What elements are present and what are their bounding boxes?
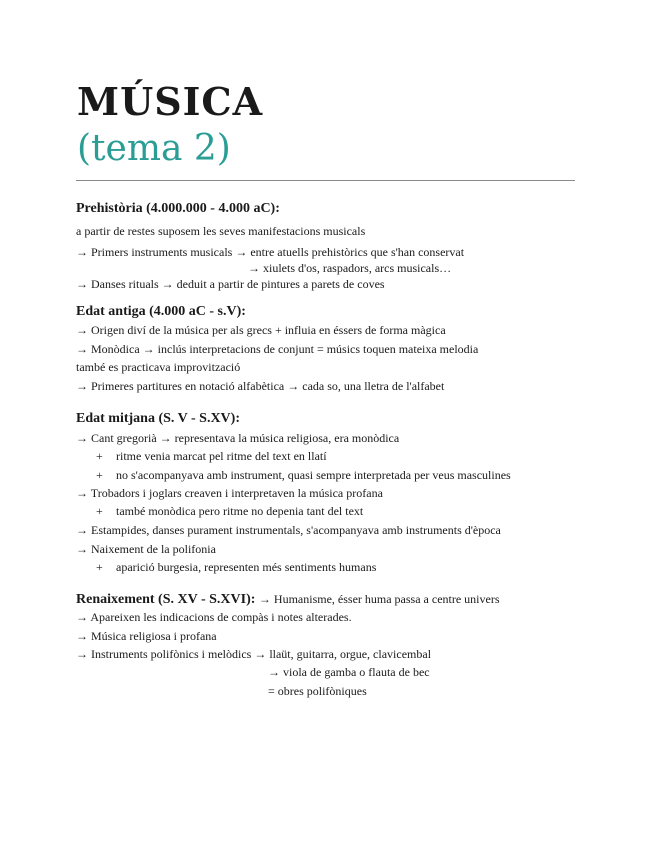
mitjana-line-1: → Cant gregorià → representava la música religiosa, era monòdica bbox=[76, 431, 400, 445]
page-title: MÚSICA bbox=[77, 79, 264, 124]
heading-renaixement bbox=[76, 590, 500, 609]
prehistoria-line-1: a partir de restes suposem les seves manifestacions musicals bbox=[76, 224, 366, 238]
heading-mitjana: Edat mitjana (S. V - S.XV): bbox=[76, 411, 240, 426]
antiga-line-4: → Primeres partitures en notació alfabètica → cada so, una lletra de l'alfabet bbox=[76, 379, 445, 393]
antiga-line-1: → Origen diví de la música per als grecs + influia en éssers de forma màgica bbox=[76, 323, 446, 337]
prehistoria-line-3: → xiulets d'os, raspadors, arcs musicals… bbox=[248, 261, 452, 275]
mitjana-line-6: → Estampides, danses purament instrumentals, s'acompanyava amb instruments d'època bbox=[76, 523, 501, 537]
renaixement-line-1: → Apareixen les indicacions de compàs i notes alterades. bbox=[76, 610, 352, 624]
renaixement-heading-rest: → Humanisme, ésser huma passa a centre univers bbox=[258, 592, 500, 606]
heading-antiga: Edat antiga (4.000 aC - s.V): bbox=[76, 304, 246, 319]
title-divider bbox=[76, 180, 575, 181]
page-subtitle: (tema 2) bbox=[77, 128, 231, 169]
heading-prehistoria: Prehistòria (4.000.000 - 4.000 aC): bbox=[76, 201, 280, 216]
prehistoria-line-2: → Primers instruments musicals → entre atuells prehistòrics que s'han conservat bbox=[76, 245, 465, 259]
mitjana-subitem bbox=[96, 559, 376, 575]
plus-bullet: + bbox=[96, 468, 103, 482]
renaixement-heading-text: Renaixement (S. XV - S.XVI): bbox=[76, 592, 256, 607]
renaixement-line-4: → viola de gamba o flauta de bec bbox=[268, 665, 430, 679]
mitjana-subitem bbox=[96, 503, 363, 519]
plus-bullet: + bbox=[96, 560, 103, 574]
renaixement-line-2: → Música religiosa i profana bbox=[76, 629, 217, 643]
antiga-line-2: → Monòdica → inclús interpretacions de conjunt = músics toquen mateixa melodia bbox=[76, 342, 479, 356]
plus-bullet: + bbox=[96, 449, 103, 463]
mitjana-subitem bbox=[96, 448, 327, 464]
plus-bullet: + bbox=[96, 504, 103, 518]
renaixement-line-5: = obres polifòniques bbox=[268, 684, 367, 698]
mitjana-line-4: → Trobadors i joglars creaven i interpretaven la música profana bbox=[76, 486, 383, 500]
mitjana-line-8: aparició burgesia, representen més sentiments humans bbox=[116, 560, 377, 574]
mitjana-line-7: → Naixement de la polifonia bbox=[76, 542, 216, 556]
prehistoria-line-4: → Danses rituals → deduit a partir de pintures a parets de coves bbox=[76, 277, 385, 291]
mitjana-line-2: ritme venia marcat pel ritme del text en llatí bbox=[116, 449, 327, 463]
renaixement-line-3: → Instruments polifònics i melòdics → llaüt, guitarra, orgue, clavicembal bbox=[76, 647, 432, 661]
mitjana-subitem bbox=[96, 467, 511, 483]
mitjana-line-5: també monòdica pero ritme no depenia tant del text bbox=[116, 504, 364, 518]
antiga-line-3: també es practicava improvització bbox=[76, 360, 241, 374]
mitjana-line-3: no s'acompanyava amb instrument, quasi sempre interpretada per veus masculines bbox=[116, 468, 511, 482]
